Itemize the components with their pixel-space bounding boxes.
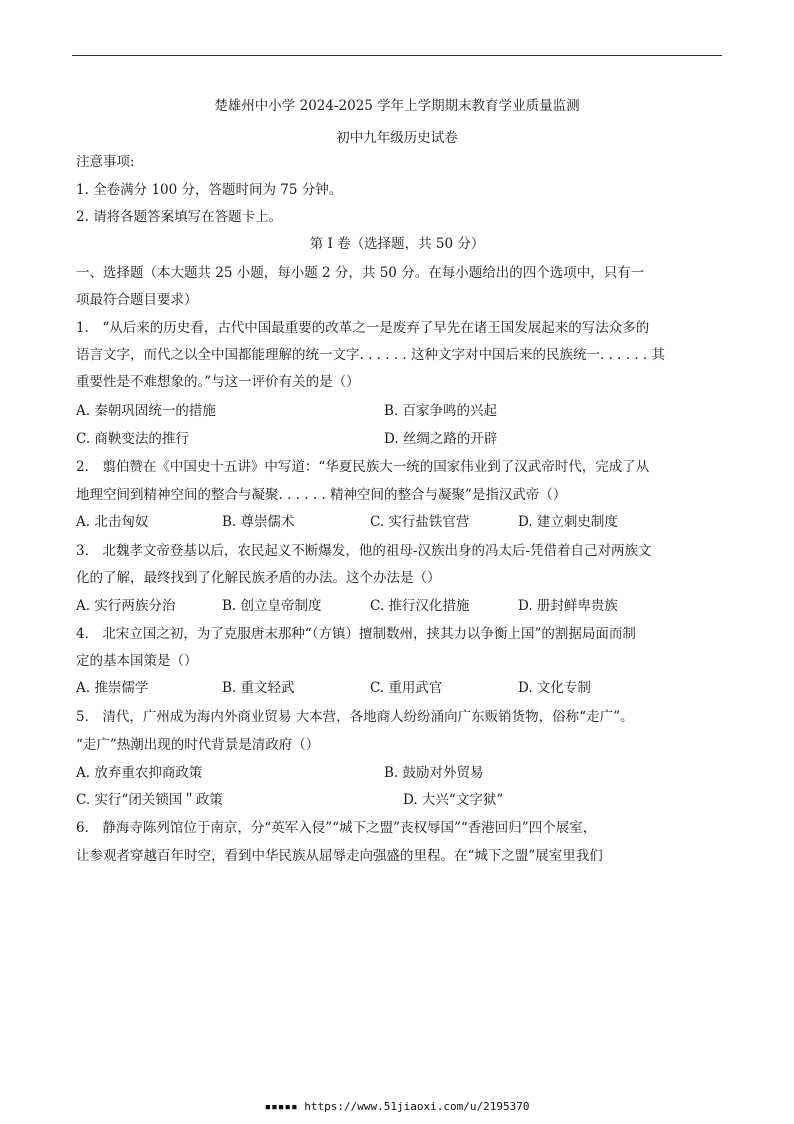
- question-5-option-a: A. 放弃重农抑商政策: [76, 765, 203, 781]
- question-5-text: “走广”热潮出现的时代背景是清政府（）: [76, 737, 320, 753]
- question-3-option-d: D. 册封鲜卑贵族: [518, 598, 618, 614]
- question-3-text: 化的了解，最终找到了化解民族矛盾的办法。这个办法是（）: [76, 570, 441, 586]
- notes-heading: 注意事项:: [76, 154, 135, 170]
- question-1-option-c: C. 商鞅变法的推行: [76, 431, 189, 447]
- footer-url: ▪▪▪▪▪ https://www.51jiaoxi.com/u/2195370: [264, 1100, 530, 1113]
- question-3-option-a: A. 实行两族分治: [76, 598, 176, 614]
- note-item: 2. 请将各题答案填写在答题卡上。: [76, 209, 283, 225]
- question-2-option-b: B. 尊崇儒术: [222, 514, 295, 530]
- question-3-option-c: C. 推行汉化措施: [370, 598, 470, 614]
- question-2-option-c: C. 实行盐铁官营: [370, 514, 470, 530]
- section-instruction: 项最符合题目要求）: [76, 292, 198, 308]
- section-title: 第 I 卷（选择题，共 50 分）: [309, 236, 485, 252]
- question-4-option-b: B. 重文轻武: [222, 680, 295, 696]
- exam-subtitle: 初中九年级历史试卷: [336, 130, 458, 146]
- top-rule: [72, 55, 722, 56]
- question-5-option-c: C. 实行“闭关锁国＂政策: [76, 792, 223, 808]
- question-1-option-a: A. 秦朝巩固统一的措施: [76, 403, 216, 419]
- question-2-option-a: A. 北击匈奴: [76, 514, 149, 530]
- question-1-text: 重要性是不难想象的。”与这一评价有关的是（）: [76, 374, 360, 390]
- question-1-text: 语言文字，而代之以全中国都能理解的统一文字. . . . . . 这种文字对中国后来的民族统一. . . . . . 其: [76, 347, 665, 363]
- note-item: 1. 全卷满分 100 分，答题时间为 75 分钟。: [76, 182, 343, 198]
- question-4-option-c: C. 重用武官: [370, 680, 443, 696]
- question-4-text: 4． 北宋立国之初，为了克服唐末那种“（方镇）擅制数州，挟其力以争衡上国”的割据局面而制: [76, 626, 636, 642]
- question-6-text: 6． 静海寺陈列馆位于南京，分“英军入侵”“城下之盟”丧权辱国”“香港回归”四个展室，: [76, 820, 597, 836]
- question-1-option-b: B. 百家争鸣的兴起: [384, 403, 498, 419]
- question-4-option-d: D. 文化专制: [518, 680, 591, 696]
- question-5-option-b: B. 鼓励对外贸易: [384, 765, 484, 781]
- question-1-option-d: D. 丝绸之路的开辟: [384, 431, 498, 447]
- exam-title: 楚雄州中小学 2024-2025 学年上学期期末教育学业质量监测: [214, 98, 580, 114]
- question-2-option-d: D. 建立刺史制度: [518, 514, 618, 530]
- question-2-text: 地理空间到精神空间的整合与凝聚. . . . . . 精神空间的整合与凝聚”是指汉武帝（）: [76, 487, 567, 503]
- question-4-option-a: A. 推崇儒学: [76, 680, 149, 696]
- question-5-option-d: D. 大兴“文字狱”: [403, 792, 504, 808]
- question-3-text: 3． 北魏孝文帝登基以后，农民起义不断爆发，他的祖母-汉族出身的冯太后-凭借着自己对两族文: [76, 543, 652, 559]
- section-instruction: 一、选择题（本大题共 25 小题，每小题 2 分，共 50 分。在每小题给出的四个选项中，只有一: [76, 265, 645, 281]
- question-1-text: 1． “从后来的历史看，古代中国最重要的改革之一是废弃了早先在诸王国发展起来的写法众多的: [76, 320, 650, 336]
- question-6-text: 让参观者穿越百年时空，看到中华民族从屈辱走向强盛的里程。在“城下之盟”展室里我们: [76, 848, 603, 864]
- question-3-option-b: B. 创立皇帝制度: [222, 598, 322, 614]
- question-2-text: 2． 翦伯赞在《中国史十五讲》中写道：“华夏民族大一统的国家伟业到了汉武帝时代，完成了从: [76, 459, 650, 475]
- question-5-text: 5． 清代，广州成为海内外商业贸易 大本营，各地商人纷纷涌向广东贩销货物，俗称“走广”。: [76, 709, 634, 725]
- question-4-text: 定的基本国策是（）: [76, 653, 198, 669]
